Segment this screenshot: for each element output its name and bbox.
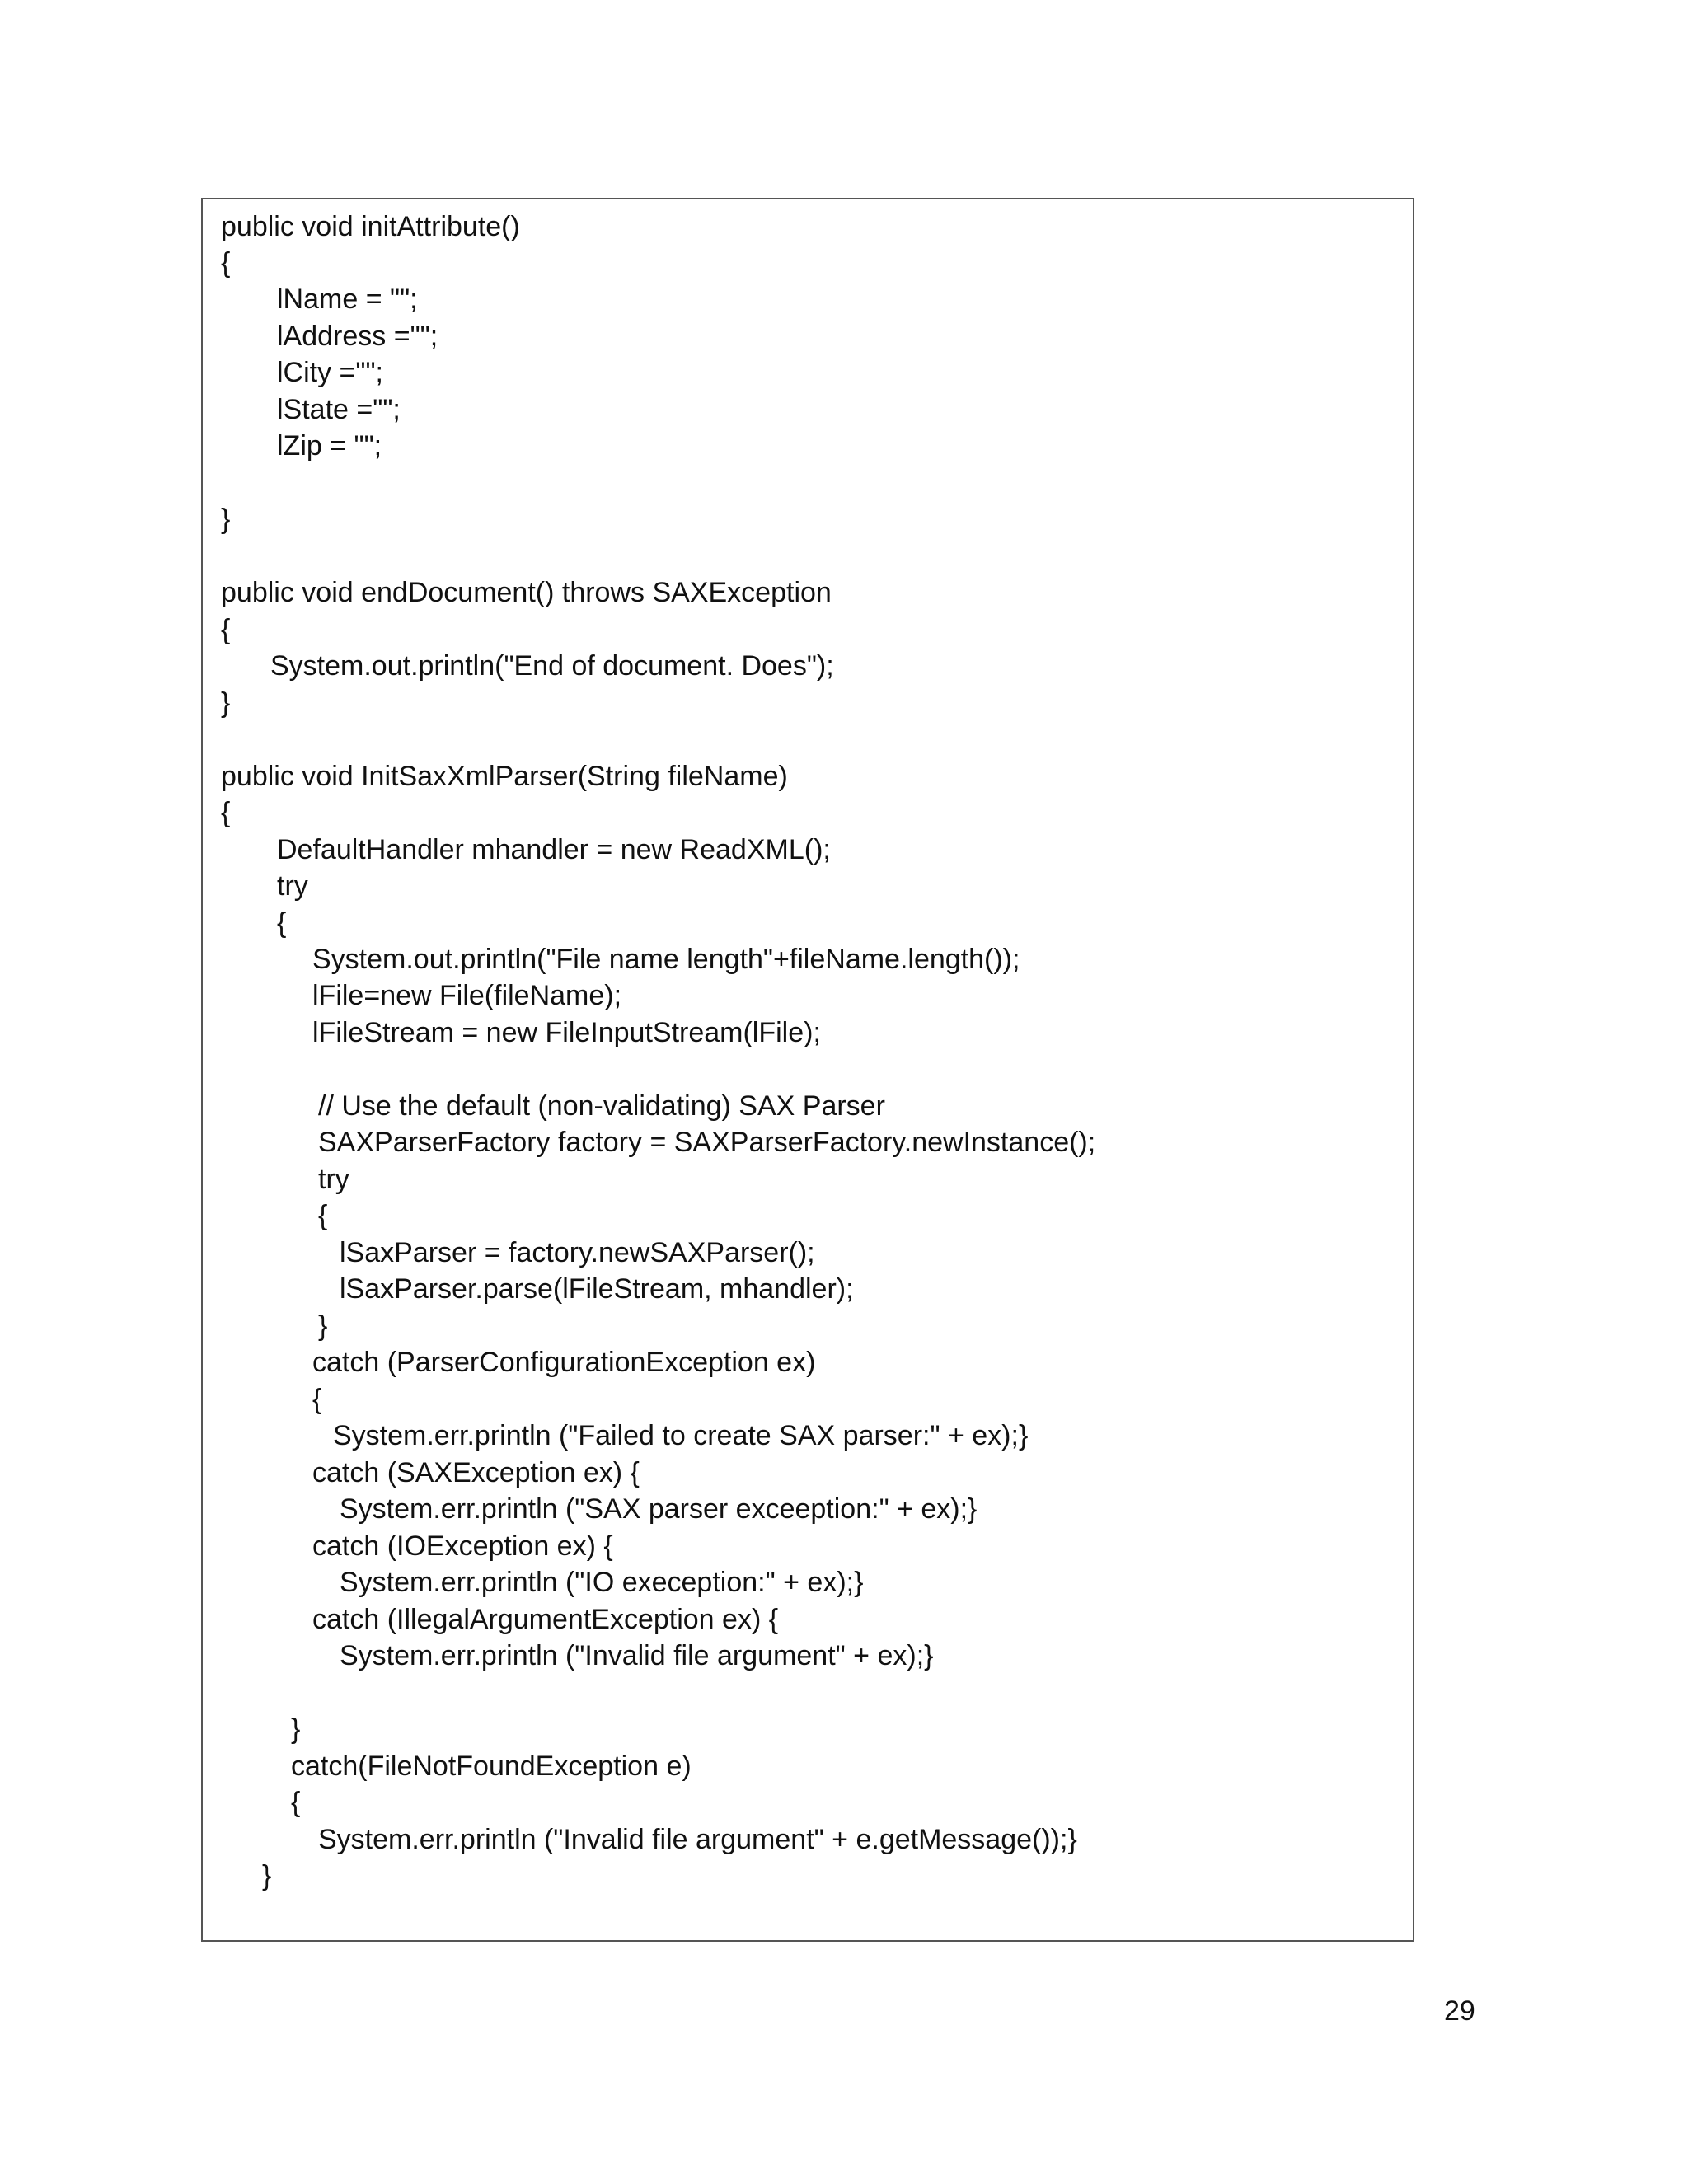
code-line: System.out.println("File name length"+fileName.length()); [312,944,1020,975]
code-line: public void endDocument() throws SAXException [221,577,832,608]
code-line: catch (ParserConfigurationException ex) [312,1347,816,1378]
code-line: { [221,614,231,645]
code-line: { [318,1200,328,1231]
code-line: System.err.println ("Failed to create SAX parser:" + ex);} [333,1420,1029,1451]
code-line: { [221,247,231,279]
code-line: lSaxParser.parse(lFileStream, mhandler); [340,1273,854,1305]
code-line: DefaultHandler mhandler = new ReadXML(); [277,834,831,865]
code-line: public void InitSaxXmlParser(String fileName) [221,761,788,792]
code-line: System.err.println ("Invalid file argument" + e.getMessage());} [318,1824,1077,1855]
code-line: { [277,907,287,939]
code-line: System.out.println("End of document. Does"); [270,650,834,682]
code-line: { [291,1787,301,1818]
page-number: 29 [1444,1995,1475,2027]
code-line: System.err.println ("SAX parser exceeption:" + ex);} [340,1493,978,1525]
code-line: lAddress =""; [277,321,438,352]
code-line: } [291,1713,301,1745]
code-line: lFile=new File(fileName); [312,980,622,1011]
code-line: catch (SAXException ex) { [312,1457,640,1488]
code-line: } [221,504,231,535]
code-line: { [221,797,231,828]
code-line: // Use the default (non-validating) SAX Parser [318,1090,885,1122]
code-line: lName = ""; [277,284,418,315]
code-line: System.err.println ("IO exeception:" + ex);} [340,1567,864,1598]
code-line: } [262,1860,272,1891]
code-line: try [277,870,308,902]
code-line: { [312,1384,322,1415]
code-line: catch(FileNotFoundException e) [291,1750,692,1782]
code-line: SAXParserFactory factory = SAXParserFactory.newInstance(); [318,1127,1096,1158]
code-line: } [318,1310,328,1342]
code-line: lState =""; [277,394,401,425]
code-line: catch (IllegalArgumentException ex) { [312,1604,779,1635]
code-line: } [221,687,231,719]
code-line: System.err.println ("Invalid file argument" + ex);} [340,1640,934,1671]
code-line: catch (IOException ex) { [312,1530,613,1562]
code-line: public void initAttribute() [221,211,520,242]
code-listing-box [201,198,1414,1942]
code-line: lZip = ""; [277,430,382,462]
code-line: lCity =""; [277,357,383,388]
code-line: lSaxParser = factory.newSAXParser(); [340,1237,815,1268]
code-line: lFileStream = new FileInputStream(lFile); [312,1017,821,1048]
code-line: try [318,1164,349,1195]
